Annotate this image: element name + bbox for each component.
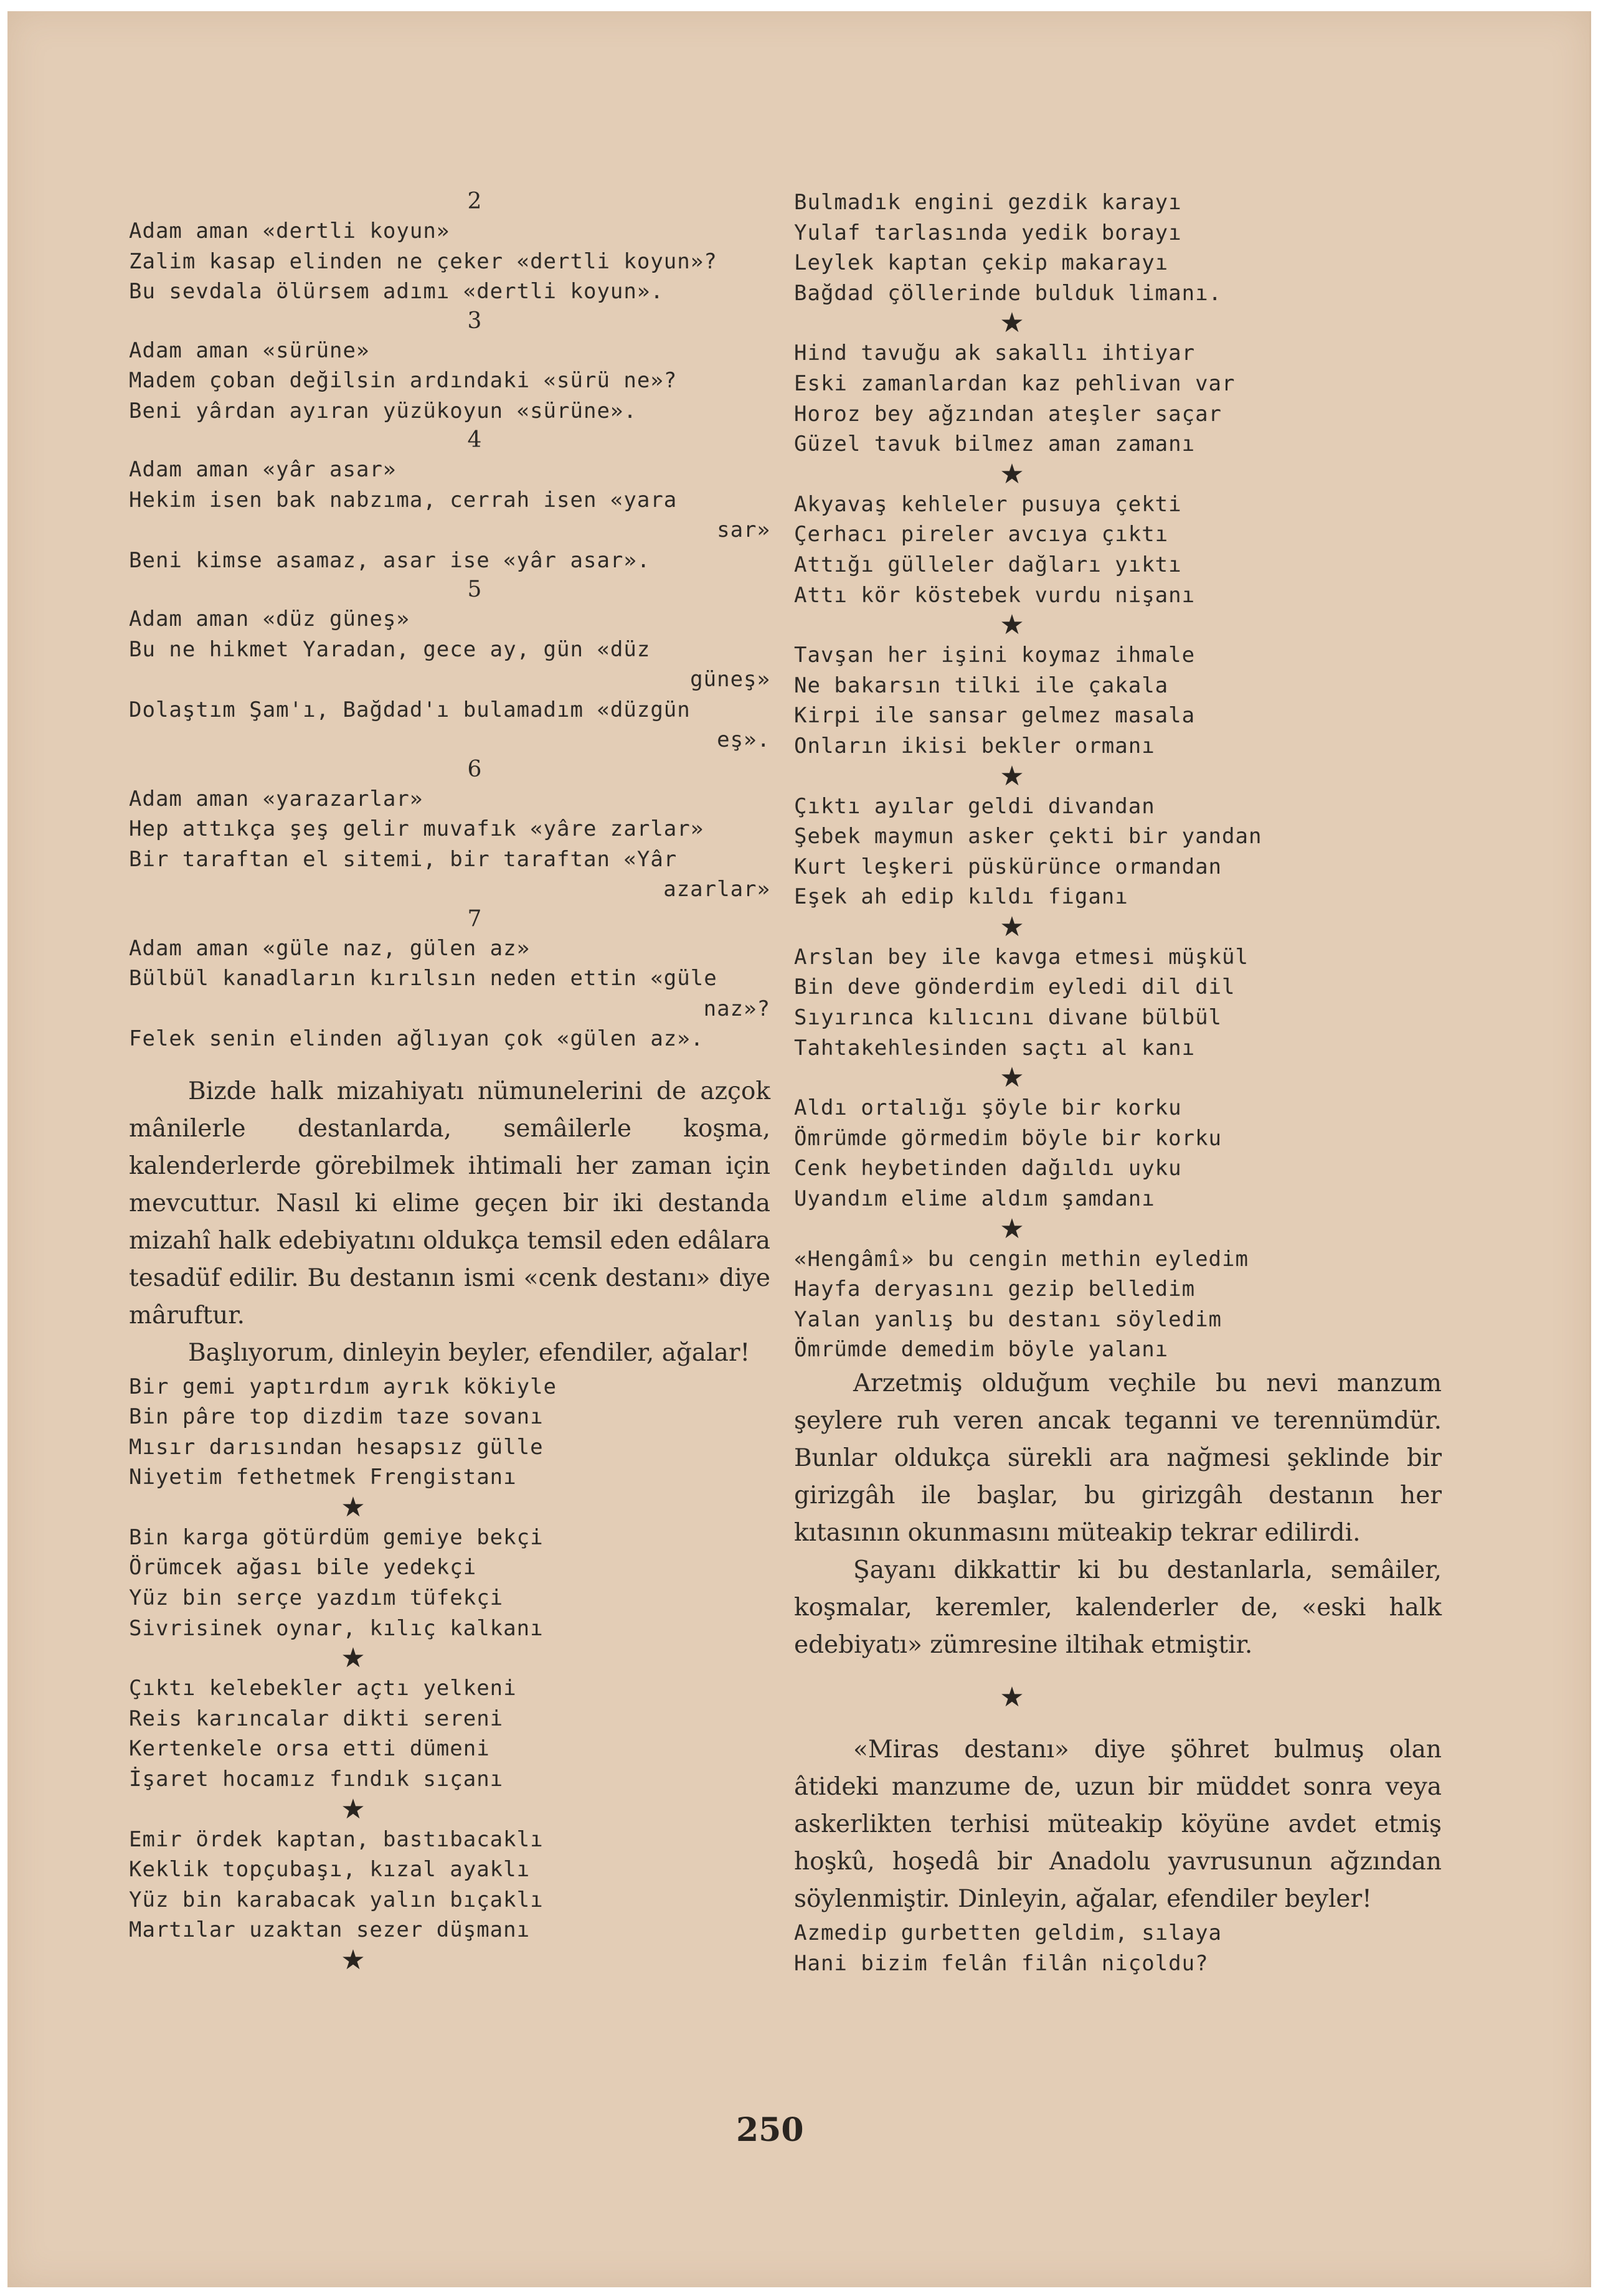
verse-line: Kurt leşkeri püskürünce ormandan xyxy=(794,854,1222,879)
spacer xyxy=(794,1664,1442,1683)
verse-line: Adam aman «düz güneş» xyxy=(129,607,410,631)
prose-paragraph: «Miras destanı» diye şöhret bulmuş olan âtideki manzume de, uzun bir müddet sonra veya askerlikten terhisi müteakip köyüne avdet etmiş hoşkû, hoşedâ bir Anadolu yavrusunun ağzından söylenmiştir. Dinleyin, ağalar, efendiler beyler! xyxy=(794,1736,1442,1913)
verse-line: Bağdad çöllerinde bulduk limanı. xyxy=(794,280,1222,306)
stanza-number: 5 xyxy=(467,577,482,602)
verse-line: Yulaf tarlasında yedik borayı xyxy=(794,220,1182,245)
verse-line: Zalim kasap elinden ne çeker «dertli koyun»? xyxy=(129,248,717,274)
verse-line: Bulmadık engini gezdik karayı xyxy=(794,190,1182,215)
star-divider-icon: ★ xyxy=(1000,910,1024,943)
verse-line: Felek senin elinden ağlıyan çok «gülen az». xyxy=(129,1026,704,1051)
verse-line: Hekim isen bak nabzıma, cerrah isen «yara xyxy=(129,487,678,513)
stanza-number: 4 xyxy=(467,427,482,453)
stanza-number: 3 xyxy=(467,308,482,334)
verse-line: Niyetim fethetmek Frengistanı xyxy=(129,1465,517,1490)
prose-paragraph: Arzetmiş olduğum veçhile bu nevi manzum şeylere ruh veren ancak teganni ve terennümdür. Bunlar oldukça sürekli ara nağmesi şeklinde bir girizgâh ile başlar, bu girizgâh destanın her kıtasının okunmasını müteakip tekrar edilirdi. xyxy=(794,1369,1442,1547)
verse-line: Yalan yanlış bu destanı söyledim xyxy=(794,1306,1222,1332)
verse-line: Attı kör köstebek vurdu nişanı xyxy=(794,582,1196,608)
verse-line: Madem çoban değilsin ardındaki «sürü ne»? xyxy=(129,368,678,393)
verse-line: Bir taraftan el sitemi, bir taraftan «Yâr xyxy=(129,846,678,872)
verse-line: Arslan bey ile kavga etmesi müşkül xyxy=(794,944,1249,970)
verse-line: Bu ne hikmet Yaradan, gece ay, gün «düz xyxy=(129,636,651,662)
verse-line: Tahtakehlesinden saçtı al kanı xyxy=(794,1035,1196,1061)
prose-paragraph: Başlıyorum, dinleyin beyler, efendiler, ağalar! xyxy=(188,1338,750,1367)
star-divider-icon: ★ xyxy=(1000,1062,1024,1094)
star-divider-icon: ★ xyxy=(341,1793,366,1825)
verse-line-continuation: sar» xyxy=(717,517,770,542)
verse-line: Azmedip gurbetten geldim, sılaya xyxy=(794,1920,1222,1945)
verse-line: Mısır darısından hesapsız gülle xyxy=(129,1434,544,1460)
spacer xyxy=(794,1713,1442,1731)
verse-line: Çıktı kelebekler açtı yelkeni xyxy=(129,1676,517,1701)
verse-line: Ömrümde görmedim böyle bir korku xyxy=(794,1125,1222,1151)
verse-line: Bir gemi yaptırdım ayrık kökiyle xyxy=(129,1374,557,1399)
star-divider-icon: ★ xyxy=(341,1491,366,1523)
page-number: 250 xyxy=(736,2111,804,2149)
spacer xyxy=(129,1054,770,1073)
verse-line: Beni yârdan ayıran yüzükoyun «sürüne». xyxy=(129,398,637,423)
star-divider-icon: ★ xyxy=(1000,760,1024,792)
verse-line: Adam aman «sürüne» xyxy=(129,338,370,363)
verse-line: Hayfa deryasını gezip belledim xyxy=(794,1277,1196,1302)
verse-line: Hep attıkça şeş gelir muvafık «yâre zarlar» xyxy=(129,816,704,841)
verse-line: Emir ördek kaptan, bastıbacaklı xyxy=(129,1826,544,1852)
verse-line: Güzel tavuk bilmez aman zamanı xyxy=(794,432,1196,457)
verse-line: Akyavaş kehleler pusuya çekti xyxy=(794,491,1182,517)
verse-line: Horoz bey ağzından ateşler saçar xyxy=(794,401,1222,427)
verse-line: «Hengâmî» bu cengin methin eyledim xyxy=(794,1246,1249,1272)
verse-line: Hani bizim felân filân niçoldu? xyxy=(794,1950,1209,1976)
verse-line: Bin deve gönderdim eyledi dil dil xyxy=(794,975,1236,1000)
verse-line: Eski zamanlardan kaz pehlivan var xyxy=(794,371,1236,396)
verse-line: Yüz bin serçe yazdım tüfekçi xyxy=(129,1585,504,1611)
verse-line: Dolaştım Şam'ı, Bağdad'ı bulamadım «düzgün xyxy=(129,697,691,722)
verse-line-continuation: eş». xyxy=(717,727,770,752)
verse-line: Adam aman «yâr asar» xyxy=(129,457,397,482)
verse-line: Adam aman «yarazarlar» xyxy=(129,786,423,811)
verse-line: Bin pâre top dizdim taze sovanı xyxy=(129,1404,544,1430)
verse-line: Kertenkele orsa etti dümeni xyxy=(129,1736,490,1762)
verse-line: Bülbül kanadların kırılsın neden ettin «güle xyxy=(129,966,717,991)
verse-line: Yüz bin karabacak yalın bıçaklı xyxy=(129,1887,544,1912)
verse-line: Martılar uzaktan sezer düşmanı xyxy=(129,1917,531,1943)
prose-paragraph: Bizde halk mizahiyatı nümunelerini de azçok mânilerle destanlarda, semâilerle koşma, kalenderlerde görebilmek ihtimali her zaman için mevcuttur. Nasıl ki elime geçen bir iki destanda mizahî halk edebiyatını oldukça temsil eden edâlara tesadüf edilir. Bu destanın ismi «cenk destanı» diye mâruftur. xyxy=(129,1077,770,1330)
page-sheet xyxy=(7,11,1591,2287)
star-divider-icon: ★ xyxy=(341,1944,366,1976)
verse-line: Onların ikisi bekler ormanı xyxy=(794,733,1155,758)
verse-line: Adam aman «dertli koyun» xyxy=(129,219,450,243)
verse-line: Eşek ah edip kıldı figanı xyxy=(794,884,1128,910)
verse-line: Hind tavuğu ak sakallı ihtiyar xyxy=(794,341,1196,366)
verse-line: Uyandım elime aldım şamdanı xyxy=(794,1186,1155,1212)
star-divider-icon: ★ xyxy=(1000,1681,1024,1713)
prose-paragraph: Şayanı dikkattir ki bu destanlarla, semâiler, koşmalar, keremler, kalenderler de, «eski halk edebiyatı» zümresine iltihak etmiştir. xyxy=(794,1556,1442,1659)
verse-line: Tavşan her işini koymaz ihmale xyxy=(794,643,1196,668)
star-divider-icon: ★ xyxy=(1000,307,1024,339)
verse-line: Çıktı ayılar geldi divandan xyxy=(794,793,1155,819)
stanza-number: 6 xyxy=(467,756,482,782)
stanza-number: 7 xyxy=(467,905,482,932)
verse-line: İşaret hocamız fındık sıçanı xyxy=(129,1767,504,1792)
verse-line-continuation: azarlar» xyxy=(663,877,770,902)
verse-line: Leylek kaptan çekip makarayı xyxy=(794,250,1169,276)
verse-line: Adam aman «güle naz, gülen az» xyxy=(129,935,531,961)
left-column xyxy=(129,187,770,1975)
verse-line: Örümcek ağası bile yedekçi xyxy=(129,1555,477,1580)
verse-line: Keklik topçubaşı, kızal ayaklı xyxy=(129,1857,531,1883)
verse-line-continuation: naz»? xyxy=(703,996,770,1021)
verse-line: Ömrümde demedim böyle yalanı xyxy=(794,1337,1169,1363)
star-divider-icon: ★ xyxy=(341,1642,366,1675)
verse-line-continuation: güneş» xyxy=(690,667,770,692)
verse-line: Cenk heybetinden dağıldı uyku xyxy=(794,1156,1182,1181)
verse-line: Sıyırınca kılıcını divane bülbül xyxy=(794,1005,1222,1031)
star-divider-icon: ★ xyxy=(1000,609,1024,641)
verse-line: Aldı ortalığı şöyle bir korku xyxy=(794,1095,1182,1121)
right-column xyxy=(794,187,1442,1978)
star-divider-icon: ★ xyxy=(1000,458,1024,490)
verse-line: Şebek maymun asker çekti bir yandan xyxy=(794,824,1262,849)
verse-line: Ne bakarsın tilki ile çakala xyxy=(794,673,1169,698)
verse-line: Beni kimse asamaz, asar ise «yâr asar». xyxy=(129,547,651,573)
stanza-number: 2 xyxy=(467,189,482,214)
star-divider-icon: ★ xyxy=(1000,1212,1024,1245)
verse-line: Attığı gülleler dağları yıktı xyxy=(794,552,1182,577)
verse-line: Sivrisinek oynar, kılıç kalkanı xyxy=(129,1615,544,1641)
verse-line: Reis karıncalar dikti sereni xyxy=(129,1706,504,1731)
verse-line: Kirpi ile sansar gelmez masala xyxy=(794,703,1196,729)
verse-line: Bin karga götürdüm gemiye bekçi xyxy=(129,1524,544,1550)
verse-line: Bu sevdala ölürsem adımı «dertli koyun». xyxy=(129,279,664,304)
verse-line: Çerhacı pireler avcıya çıktı xyxy=(794,522,1169,547)
